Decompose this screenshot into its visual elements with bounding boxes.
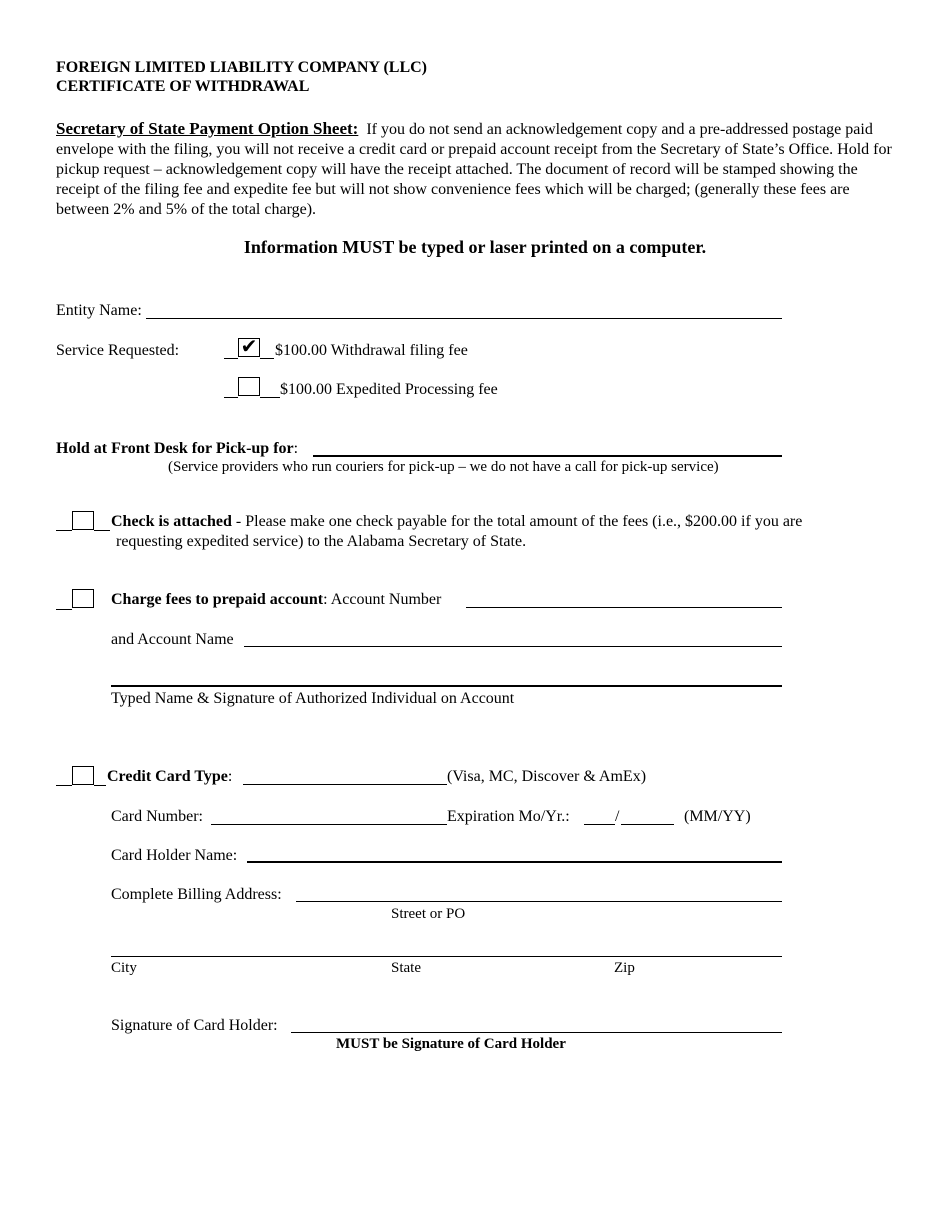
pickup-label-wrap (56, 439, 298, 458)
intro-paragraph (56, 119, 892, 220)
card-number-label: Card Number: (111, 808, 203, 825)
intro-heading: Secretary of State Payment Option Sheet: (56, 119, 359, 138)
state-caption: State (391, 960, 421, 976)
check-attached-text1: - Please make one check payable for the total amount of the fees (i.e., $200.00 if you are (231, 513, 803, 530)
entity-name-field[interactable] (146, 318, 782, 319)
service-option-2-suffix-line (260, 397, 280, 398)
entity-name-label: Entity Name: (56, 302, 142, 319)
pickup-colon: : (293, 440, 299, 457)
authorized-signature-caption: Typed Name & Signature of Authorized Individual on Account (111, 690, 515, 707)
zip-caption: Zip (614, 960, 635, 976)
card-number-field[interactable] (211, 824, 447, 825)
intro-body: If you do not send an acknowledgement copy and a pre-addressed postage paid envelope with the filing, you will not receive a credit card or prepaid account receipt from the Secretary of State’s Office. Hold for pickup request – acknowledgement copy will have the receipt attached. The document of record will be stamped showing the receipt of the filing fee and expedite fee but will not show convenience fees which will be charged; (generally these fees are between 2% and 5% of the total charge). (56, 121, 892, 218)
account-number-field[interactable] (466, 607, 782, 608)
prepaid-line (111, 590, 441, 609)
card-holder-signature-label: Signature of Card Holder: (111, 1017, 278, 1034)
prepaid-label: Charge fees to prepaid account (111, 591, 324, 608)
prepaid-prefix-line (56, 609, 72, 610)
credit-suffix-line (94, 785, 106, 786)
service-requested-label: Service Requested: (56, 342, 180, 359)
credit-card-type-label: Credit Card Type (107, 768, 228, 785)
prepaid-account-checkbox[interactable] (72, 589, 94, 608)
typed-notice: Information MUST be typed or laser printed on a computer. (243, 237, 707, 257)
card-holder-name-field[interactable] (247, 861, 782, 863)
street-caption: Street or PO (391, 906, 466, 922)
credit-card-type-hint: (Visa, MC, Discover & AmEx) (447, 768, 647, 785)
service-option-1-checkbox[interactable]: ✔ (238, 338, 260, 357)
pickup-label: Hold at Front Desk for Pick-up for (56, 440, 294, 457)
check-attached-checkbox[interactable] (72, 511, 94, 530)
service-option-2-label: $100.00 Expedited Processing fee (280, 381, 498, 398)
account-name-field[interactable] (244, 646, 782, 647)
check-attached-text2: requesting expedited service) to the Alabama Secretary of State. (116, 533, 527, 550)
check-attached-label: Check is attached (111, 513, 232, 530)
check-line1 (111, 512, 802, 531)
billing-street-field[interactable] (296, 901, 782, 902)
card-holder-name-label: Card Holder Name: (111, 847, 238, 864)
card-holder-signature-field[interactable] (291, 1032, 782, 1033)
expiration-year-field[interactable] (621, 824, 674, 825)
expiration-format: (MM/YY) (684, 808, 751, 825)
service-option-1-label: $100.00 Withdrawal filing fee (275, 342, 468, 359)
form-title-line1: FOREIGN LIMITED LIABILITY COMPANY (LLC) (56, 59, 427, 76)
expiration-separator: / (615, 808, 620, 825)
account-number-label: : Account Number (323, 591, 442, 608)
service-option-1-suffix-line (260, 358, 274, 359)
city-caption: City (111, 960, 137, 976)
check-suffix-line (94, 530, 110, 531)
billing-city-state-zip-field[interactable] (111, 956, 782, 957)
credit-card-type-colon: : (227, 768, 233, 785)
service-option-1-prefix-line (224, 358, 238, 359)
expiration-label: Expiration Mo/Yr.: (447, 808, 570, 825)
credit-type-line (107, 767, 232, 786)
service-option-2-prefix-line (224, 397, 238, 398)
pickup-note: (Service providers who run couriers for pick-up – we do not have a call for pick-up service) (168, 459, 719, 475)
account-name-label: and Account Name (111, 631, 234, 648)
credit-prefix-line (56, 785, 72, 786)
check-prefix-line (56, 530, 72, 531)
billing-address-label: Complete Billing Address: (111, 886, 282, 903)
credit-card-checkbox[interactable] (72, 766, 94, 785)
service-option-2-checkbox[interactable] (238, 377, 260, 396)
card-holder-signature-caption: MUST be Signature of Card Holder (336, 1036, 566, 1052)
expiration-month-field[interactable] (584, 824, 615, 825)
authorized-signature-field[interactable] (111, 685, 782, 687)
pickup-name-field[interactable] (313, 455, 782, 457)
credit-card-type-field[interactable] (243, 784, 447, 785)
form-title-line2: CERTIFICATE OF WITHDRAWAL (56, 78, 310, 95)
